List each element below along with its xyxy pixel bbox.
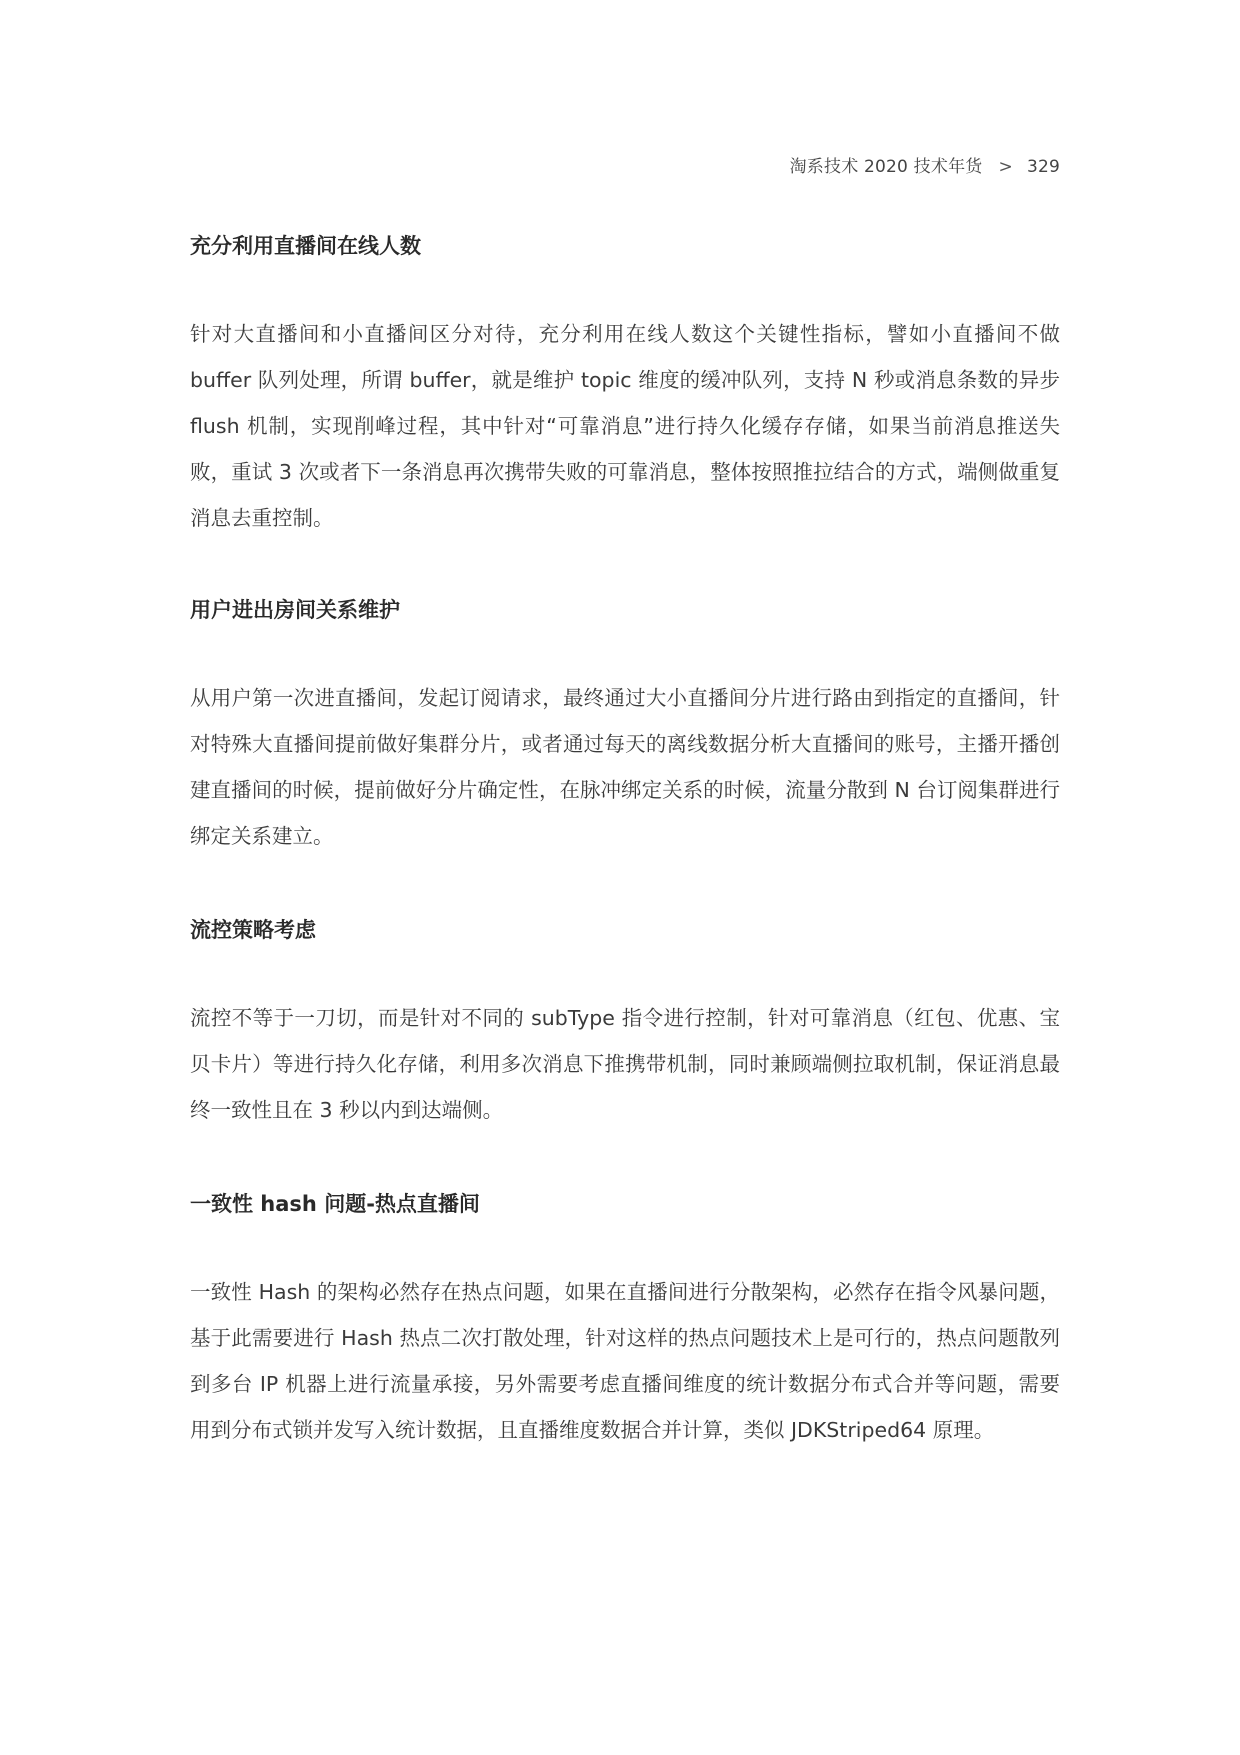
section-paragraph: 流控不等于一刀切，而是针对不同的 subType 指令进行控制，针对可靠消息（红包、优惠、宝贝卡片）等进行持久化存储，利用多次消息下推携带机制，同时兼顾端侧拉取机制，保证消息最终一致性且在 3 秒以内到达端侧。 xyxy=(190,1006,1060,1122)
section-paragraph: 一致性 Hash 的架构必然存在热点问题，如果在直播间进行分散架构，必然存在指令风暴问题，基于此需要进行 Hash 热点二次打散处理，针对这样的热点问题技术上是可行的，热点问题散列到多台 IP 机器上进行流量承接，另外需要考虑直播间维度的统计数据分布式合并等问题，需要用到分布式锁并发写入统计数据，且直播维度数据合并计算，类似 JDKStriped64 原理。 xyxy=(190,1280,1060,1442)
section-heading: 充分利用直播间在线人数 xyxy=(190,234,421,258)
section-paragraph: 从用户第一次进直播间，发起订阅请求，最终通过大小直播间分片进行路由到指定的直播间，针对特殊大直播间提前做好集群分片，或者通过每天的离线数据分析大直播间的账号，主播开播创建直播间的时候，提前做好分片确定性，在脉冲绑定关系的时候，流量分散到 N 台订阅集群进行绑定关系建立。 xyxy=(190,686,1060,848)
section-paragraph: 针对大直播间和小直播间区分对待，充分利用在线人数这个关键性指标，譬如小直播间不做 buffer 队列处理，所谓 buffer，就是维护 topic 维度的缓冲队列，支持 N 秒或消息条数的异步 flush 机制，实现削峰过程，其中针对“可靠消息”进行持久化缓存存储，如果当前消息推送失败，重试 3 次或者下一条消息再次携带失败的可靠消息，整体按照推拉结合的方式，端侧做重复消息去重控制。 xyxy=(190,322,1060,530)
book-title: 淘系技术 2020 技术年货 xyxy=(789,157,983,177)
section-heading: 一致性 hash 问题-热点直播间 xyxy=(190,1192,480,1216)
page-number: 329 xyxy=(1026,157,1060,177)
running-header xyxy=(790,152,1060,177)
section-heading: 流控策略考虑 xyxy=(190,918,316,942)
section-heading: 用户进出房间关系维护 xyxy=(190,598,400,622)
header-separator: > xyxy=(998,157,1013,177)
